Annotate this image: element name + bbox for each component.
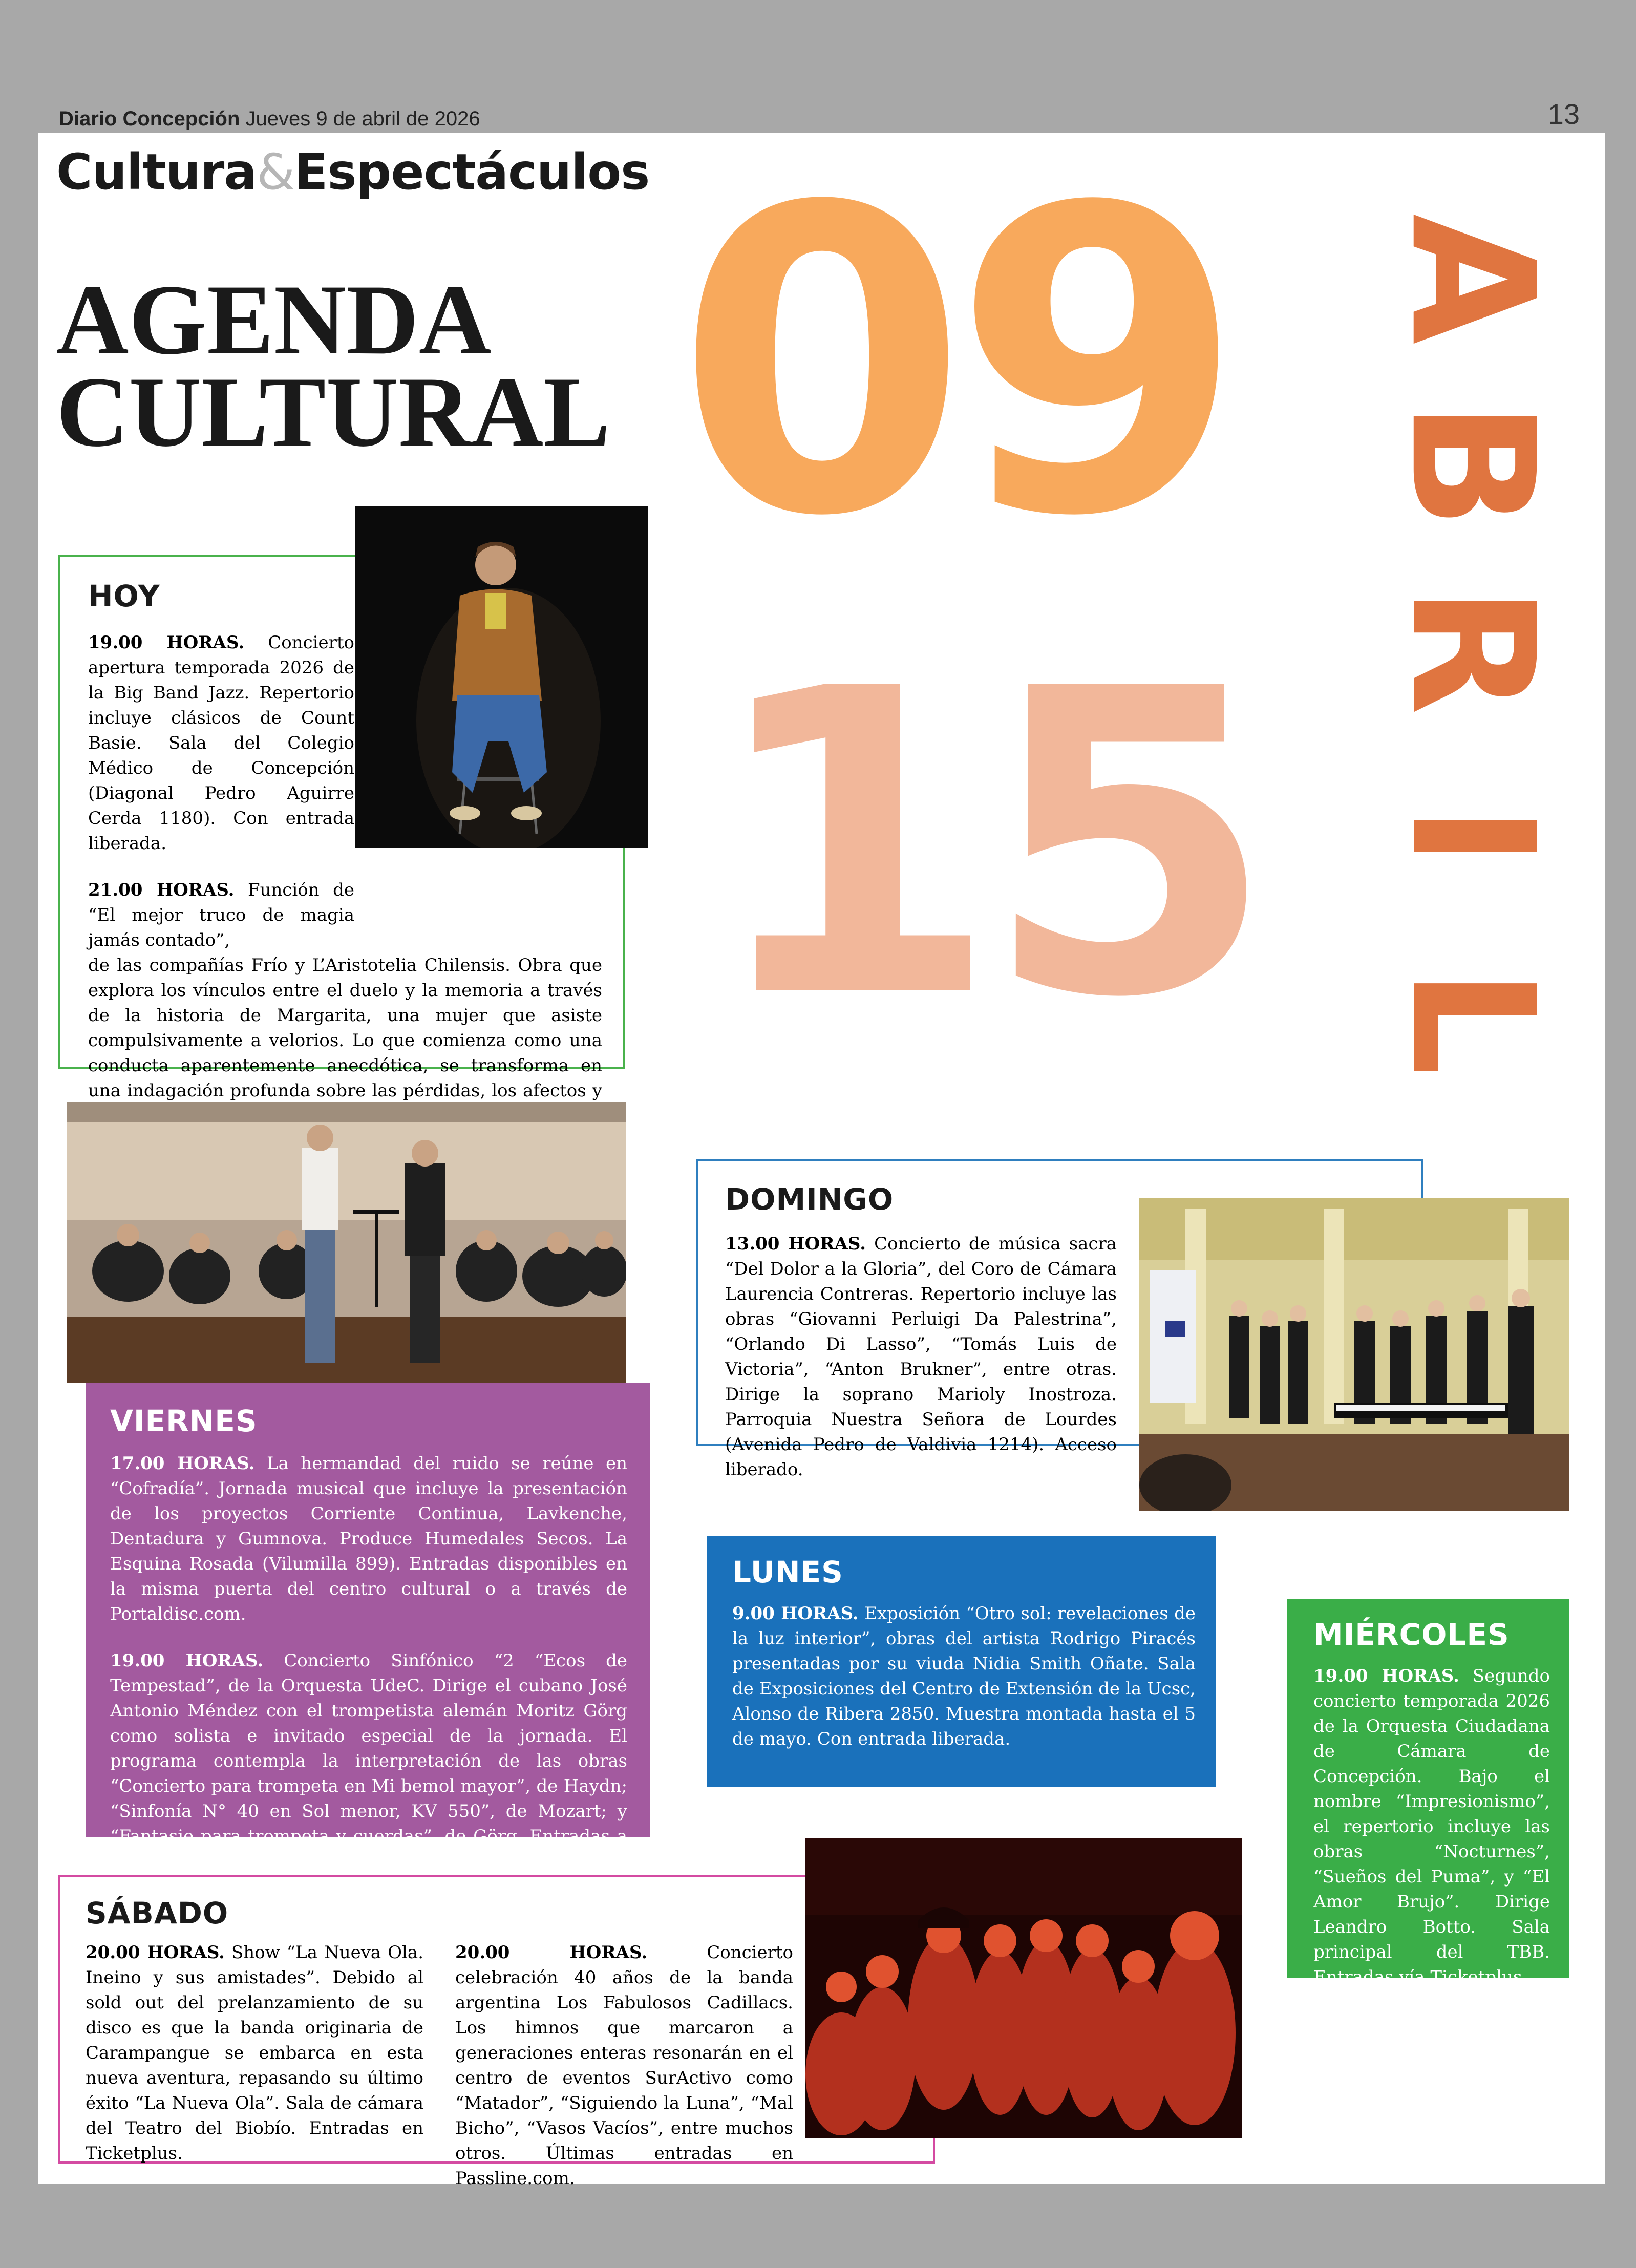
event-time: 19.00 HORAS. <box>110 1650 264 1671</box>
viernes-box <box>86 1383 650 1872</box>
month-vertical <box>1373 195 1570 1106</box>
event-time: 9.00 HORAS. <box>732 1603 859 1624</box>
month-letter: I <box>1373 804 1570 867</box>
sabado-box <box>58 1875 935 2189</box>
sabado-title: SÁBADO <box>86 1896 229 1931</box>
section-title-part2: Espectáculos <box>294 143 650 201</box>
masthead <box>59 108 480 131</box>
sabado-columns <box>86 1940 912 2191</box>
lunes-event-1 <box>732 1601 1196 1752</box>
agenda-line1: AGENDA <box>56 264 492 375</box>
miercoles-event-1 <box>1313 1664 1550 1990</box>
hoy-title: HOY <box>88 579 160 613</box>
event-text: La hermandad del ruido se reúne en “Cofradía”. Jornada musical que incluye la presentación de los proyectos Corriente Continua, Lavkenche, Dentadura y Gumnova. Produce Humedales Secos. La Esquina Rosada (Vilumilla 899). Entradas disponibles en la misma puerta del centro cultural o a través de Portaldisc.com. <box>110 1453 627 1624</box>
event-text: Concierto celebración 40 años de la banda argentina Los Fabulosos Cadillacs. Los himnos que marcaron a generaciones enteras resonarán en el centro de eventos SurActivo como “Matador”, “Siguiendo la Luna”, “Mal Bicho”, “Vasos Vacíos”, entre muchos otros. Últimas entradas en Passline.com. <box>455 1942 794 2189</box>
miercoles-title: MIÉRCOLES <box>1313 1617 1510 1652</box>
event-time: 20.00 HORAS. <box>86 1942 225 1963</box>
event-text: Segundo concierto temporada 2026 de la Orquesta Ciudadana de Cámara de Concepción. Bajo el nombre “Impresionismo”, el repertorio incluye las obras “Nocturnes”, “Sueños del Puma”, y “El Amor Brujo”. Dirige Leandro Botto. Sala principal del TBB. Entradas vía Ticketplus. <box>1313 1666 1550 1987</box>
agenda-line2: CULTURAL <box>56 356 610 468</box>
lunes-box <box>707 1536 1216 1787</box>
event-text: Exposición “Otro sol: revelaciones de la luz interior”, obras del artista Rodrigo Piracés presentadas por su viuda Nidia Smith Oñate. Sala de Exposiciones del Centro de Extensión de la Ucsc, Alonso de Ribera 2850. Muestra montada hasta el 5 de mayo. Con entrada liberada. <box>732 1603 1196 1749</box>
orchestra-photo <box>67 1102 626 1383</box>
hoy-photo <box>355 506 648 848</box>
event-time: 20.00 HORAS. <box>455 1942 648 1963</box>
month-letter: L <box>1374 967 1570 1076</box>
sabado-photo <box>805 1838 1242 2138</box>
event-text: Show “La Nueva Ola. Ineino y sus amistades”. Debido al sold out del prelanzamiento de su disco es que la banda originaria de Carampangue se embarca en esta nueva aventura, repasando su último éxito “La Nueva Ola”. Sala de cámara del Teatro del Biobío. Entradas en Ticketplus. <box>86 1942 424 2164</box>
viernes-event-1 <box>110 1451 627 1627</box>
sabado-event-2 <box>455 1940 793 2191</box>
hoy-event-2 <box>88 878 354 953</box>
event-time: 19.00 HORAS. <box>1313 1666 1459 1686</box>
agenda-heading <box>56 264 610 468</box>
paper-name: Diario Concepción <box>59 108 240 130</box>
domingo-photo <box>1139 1198 1569 1511</box>
event-text: Concierto apertura temporada 2026 de la Big Band Jazz. Repertorio incluye clásicos de Count Basie. Sala del Colegio Médico de Concepción (Diagonal Pedro Aguirre Cerda 1180). Con entrada liberada. <box>88 632 355 854</box>
section-title-amp: & <box>257 143 294 201</box>
event-text: Función de “El mejor truco de magia jamás contado”, <box>88 880 354 950</box>
domingo-title: DOMINGO <box>725 1182 894 1217</box>
date-to: 15 <box>707 601 1261 1089</box>
event-time: 17.00 HORAS. <box>110 1453 255 1474</box>
hoy-event-1 <box>88 630 354 856</box>
event-text: Concierto de música sacra “Del Dolor a la Gloria”, del Coro de Cámara Laurencia Contreras. Repertorio incluye las obras “Giovanni Perluigi Da Palestrina”, “Orlando Di Lasso”, “Tomás Luis de Victoria”, “Anton Brukner”, entre otras. Dirige la soprano Marioly Inostroza. Parroquia Nuestra Señora de Lourdes (Avenida Pedro de Valdivia 1214). Acceso liberado. <box>725 1234 1117 1480</box>
month-letter: B <box>1374 400 1570 529</box>
viernes-event-2 <box>110 1648 627 1874</box>
domingo-event-1 <box>725 1232 1117 1482</box>
issue-date: Jueves 9 de abril de 2026 <box>245 108 480 130</box>
event-time: 19.00 HORAS. <box>88 632 245 653</box>
event-text: Concierto Sinfónico “2 “Ecos de Tempestad”, de la Orquesta UdeC. Dirige el cubano José Antonio Méndez con el trompetista alemán Moritz Görg como solista e invitado especial de la jornada. El programa contempla la interpretación de las obras “Concierto para trompeta en Mi bemol mayor”, de Haydn; “Sinfonía N° 40 en Sol menor, KV 550”, de Mozart; y “Fantasie para trompeta y cuerdas”, de Görg. Entradas a través de Ticketplus. <box>110 1650 628 1872</box>
section-title-part1: Cultura <box>56 143 257 201</box>
hoy-event-2-continued: de las compañías Frío y L’Aristotelia Chilensis. Obra que explora los vínculos entre el duelo y la memoria a través de la historia de Margarita, una mujer que asiste compulsivamente a velorios. Lo que comienza como una conducta aparentemente anecdótica, se transforma en una indagación profunda sobre las pérdidas, los afectos y <box>88 955 602 1101</box>
lunes-title: LUNES <box>732 1555 843 1589</box>
page-number: 13 <box>1547 98 1580 130</box>
sabado-event-1 <box>86 1940 423 2191</box>
date-from: 09 <box>676 119 1230 608</box>
month-letter: A <box>1374 214 1570 345</box>
section-title <box>56 143 649 201</box>
event-time: 21.00 HORAS. <box>88 880 235 900</box>
miercoles-box <box>1287 1599 1569 1987</box>
event-time: 13.00 HORAS. <box>725 1234 866 1254</box>
viernes-title: VIERNES <box>110 1404 258 1438</box>
month-letter: R <box>1373 585 1570 716</box>
